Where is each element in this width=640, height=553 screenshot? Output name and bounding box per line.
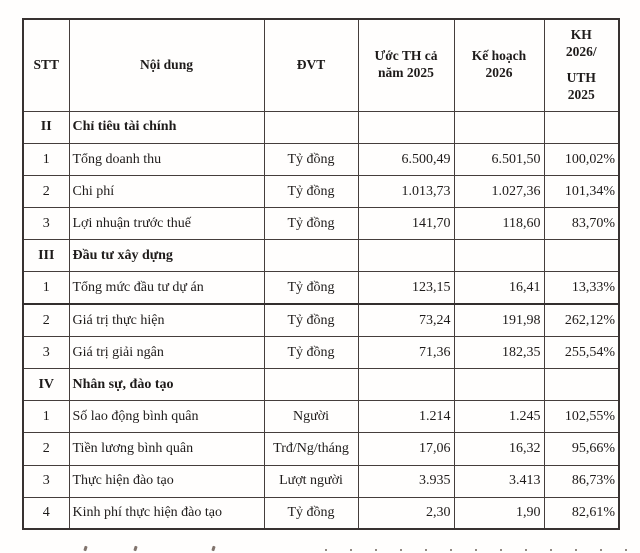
cut-off-mark	[83, 546, 87, 552]
cell-uoc-th-2025: 2,30	[358, 497, 454, 529]
cell-dvt	[264, 240, 358, 272]
cell-uoc-th-2025	[358, 111, 454, 143]
cell-label: Tổng mức đầu tư dự án	[69, 272, 264, 304]
cell-ke-hoach-2026: 16,32	[454, 433, 544, 465]
cell-ke-hoach-2026: 182,35	[454, 336, 544, 368]
cell-kh-over-uth	[544, 111, 619, 143]
section-row	[23, 369, 619, 401]
cell-ke-hoach-2026	[454, 369, 544, 401]
cell-uoc-th-2025	[358, 240, 454, 272]
cell-label: Lợi nhuận trước thuế	[69, 208, 264, 240]
cell-kh-over-uth: 13,33%	[544, 272, 619, 304]
cell-stt: 1	[23, 272, 69, 304]
cell-ke-hoach-2026: 3.413	[454, 465, 544, 497]
table-row	[23, 272, 619, 304]
cell-kh-over-uth: 101,34%	[544, 175, 619, 207]
cell-label: Tổng doanh thu	[69, 143, 264, 175]
cell-label: Đầu tư xây dựng	[69, 240, 264, 272]
cut-off-mark	[133, 546, 137, 552]
cut-off-dots	[325, 549, 630, 551]
cell-label: Nhân sự, đào tạo	[69, 369, 264, 401]
table-row	[23, 401, 619, 433]
cell-kh-over-uth: 100,02%	[544, 143, 619, 175]
header-stt: STT	[23, 19, 69, 111]
cell-dvt: Tỷ đồng	[264, 336, 358, 368]
header-ke-hoach	[454, 19, 544, 111]
cell-stt: 1	[23, 401, 69, 433]
cell-kh-over-uth: 102,55%	[544, 401, 619, 433]
cell-dvt: Người	[264, 401, 358, 433]
header-uoc-th-line1: Ước TH cả	[374, 48, 438, 64]
plan-vs-actual-table	[22, 18, 620, 530]
section-row	[23, 240, 619, 272]
cell-ke-hoach-2026: 118,60	[454, 208, 544, 240]
cut-off-text-remnant	[60, 546, 630, 552]
cell-kh-over-uth: 95,66%	[544, 433, 619, 465]
cell-uoc-th-2025: 123,15	[358, 272, 454, 304]
table-row	[23, 304, 619, 336]
cell-ke-hoach-2026: 6.501,50	[454, 143, 544, 175]
table-header	[23, 19, 619, 111]
cell-dvt: Tỷ đồng	[264, 304, 358, 336]
cell-stt: 3	[23, 208, 69, 240]
cell-dvt: Tỷ đồng	[264, 143, 358, 175]
cell-label: Tiền lương bình quân	[69, 433, 264, 465]
cell-dvt	[264, 369, 358, 401]
cell-label: Giá trị giải ngân	[69, 336, 264, 368]
section-row	[23, 111, 619, 143]
cell-uoc-th-2025: 73,24	[358, 304, 454, 336]
cell-uoc-th-2025: 71,36	[358, 336, 454, 368]
cell-label: Chi phí	[69, 175, 264, 207]
cell-label: Thực hiện đào tạo	[69, 465, 264, 497]
header-uoc-th	[358, 19, 454, 111]
cell-label: Số lao động bình quân	[69, 401, 264, 433]
table-row	[23, 143, 619, 175]
cell-uoc-th-2025: 1.013,73	[358, 175, 454, 207]
header-noi-dung: Nội dung	[69, 19, 264, 111]
header-kh-line4: 2025	[567, 86, 595, 102]
cell-ke-hoach-2026: 1.027,36	[454, 175, 544, 207]
cell-ke-hoach-2026: 16,41	[454, 272, 544, 304]
header-kh-uth	[544, 19, 619, 111]
header-row	[23, 19, 619, 111]
cell-kh-over-uth: 255,54%	[544, 336, 619, 368]
header-ke-hoach-line1: Kế hoạch	[471, 48, 527, 64]
cell-stt: 4	[23, 497, 69, 529]
cell-stt: 2	[23, 304, 69, 336]
cell-kh-over-uth: 82,61%	[544, 497, 619, 529]
cell-stt: 3	[23, 465, 69, 497]
table-row	[23, 465, 619, 497]
cell-kh-over-uth	[544, 240, 619, 272]
cell-uoc-th-2025: 6.500,49	[358, 143, 454, 175]
cell-ke-hoach-2026	[454, 240, 544, 272]
cell-uoc-th-2025: 1.214	[358, 401, 454, 433]
cell-ke-hoach-2026: 1,90	[454, 497, 544, 529]
table-row	[23, 175, 619, 207]
cell-uoc-th-2025: 3.935	[358, 465, 454, 497]
cell-stt: III	[23, 240, 69, 272]
cell-stt: IV	[23, 369, 69, 401]
cell-dvt: Tỷ đồng	[264, 208, 358, 240]
cell-uoc-th-2025	[358, 369, 454, 401]
header-dvt: ĐVT	[264, 19, 358, 111]
cell-dvt	[264, 111, 358, 143]
header-kh-line1: KH	[570, 27, 592, 42]
table-row	[23, 208, 619, 240]
cell-label: Kinh phí thực hiện đào tạo	[69, 497, 264, 529]
table-row	[23, 433, 619, 465]
cell-dvt: Tỷ đồng	[264, 272, 358, 304]
cell-kh-over-uth: 83,70%	[544, 208, 619, 240]
cell-kh-over-uth	[544, 369, 619, 401]
cut-off-mark	[211, 546, 215, 552]
cell-dvt: Trđ/Ng/tháng	[264, 433, 358, 465]
cell-stt: 1	[23, 143, 69, 175]
header-uoc-th-line2: năm 2025	[378, 65, 434, 81]
cell-dvt: Lượt người	[264, 465, 358, 497]
cell-stt: II	[23, 111, 69, 143]
header-kh-line2: 2026/	[565, 43, 597, 59]
header-ke-hoach-line2: 2026	[485, 65, 513, 81]
cell-label: Giá trị thực hiện	[69, 304, 264, 336]
cell-stt: 2	[23, 433, 69, 465]
table-row	[23, 336, 619, 368]
cell-kh-over-uth: 86,73%	[544, 465, 619, 497]
cell-dvt: Tỷ đồng	[264, 175, 358, 207]
cell-uoc-th-2025: 141,70	[358, 208, 454, 240]
cell-stt: 2	[23, 175, 69, 207]
cell-dvt: Tỷ đồng	[264, 497, 358, 529]
table-body	[23, 111, 619, 529]
cell-ke-hoach-2026: 191,98	[454, 304, 544, 336]
header-kh-line3: UTH	[566, 69, 596, 85]
cell-ke-hoach-2026	[454, 111, 544, 143]
cell-ke-hoach-2026: 1.245	[454, 401, 544, 433]
table-row	[23, 497, 619, 529]
cell-uoc-th-2025: 17,06	[358, 433, 454, 465]
cell-label: Chỉ tiêu tài chính	[69, 111, 264, 143]
cell-stt: 3	[23, 336, 69, 368]
cell-kh-over-uth: 262,12%	[544, 304, 619, 336]
